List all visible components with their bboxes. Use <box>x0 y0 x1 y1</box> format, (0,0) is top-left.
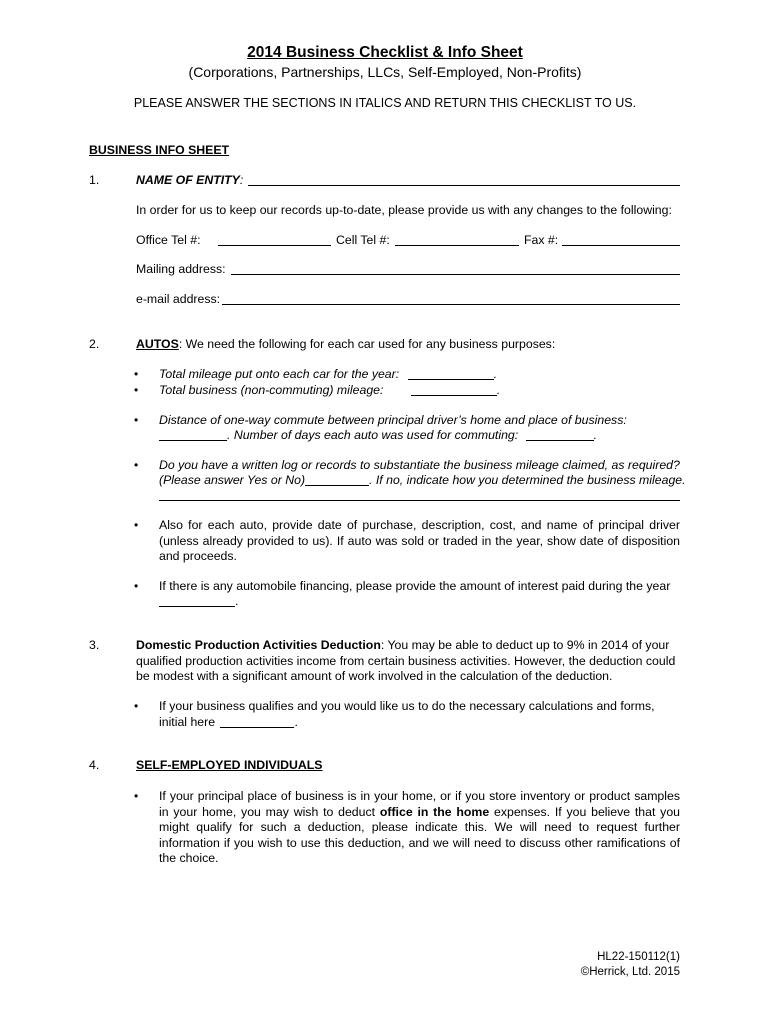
item-number-1: 1. <box>89 173 100 187</box>
item-number-3: 3. <box>89 638 100 652</box>
name-of-entity-field[interactable] <box>248 185 680 186</box>
home-office-text: If your principal place of business is in your home, or if you store inventory or product samples in your home, you may wish to deduct office in the home expenses. If you believe that you might qualify for such a deduction, please indicate this. We will need to request further information if you wish to use this deduction, and we will need to discuss other ramifications of the choice. <box>159 789 680 865</box>
bullet-glyph: • <box>134 789 139 803</box>
total-mileage-field[interactable] <box>408 367 494 380</box>
mileage-log-yes-no-field[interactable] <box>305 473 369 486</box>
bullet-glyph: • <box>134 413 139 427</box>
name-of-entity-label: NAME OF ENTITY: <box>136 173 244 187</box>
commute-distance-field[interactable] <box>159 428 227 441</box>
bullet-glyph: • <box>134 383 139 397</box>
email-address-label: e-mail address: <box>136 292 221 306</box>
cell-tel-field[interactable] <box>395 245 519 246</box>
bullet-glyph: • <box>134 579 139 593</box>
dpad-initial-field[interactable] <box>220 715 294 728</box>
bullet-glyph: • <box>134 458 139 472</box>
total-mileage-label: Total mileage put onto each car for the year: . <box>159 367 498 381</box>
business-mileage-field[interactable] <box>411 383 497 396</box>
auto-financing-text: If there is any automobile financing, please provide the amount of interest paid during the year <box>159 579 671 593</box>
copyright: ©Herrick, Ltd. 2015 <box>580 966 680 978</box>
mileage-log-answer-row: (Please answer Yes or No) . If no, indicate how you determined the business mileage. <box>159 473 686 487</box>
item-number-2: 2. <box>89 337 100 351</box>
commute-distance-label: Distance of one-way commute between principal driver’s home and place of business: <box>159 413 627 427</box>
auto-financing-row: . <box>159 594 238 608</box>
mailing-address-label: Mailing address: <box>136 262 226 276</box>
form-code: HL22-150112(1) <box>597 951 680 963</box>
fax-field[interactable] <box>562 245 680 246</box>
auto-interest-field[interactable] <box>159 594 235 607</box>
fax-label: Fax #: <box>524 233 559 247</box>
item-number-4: 4. <box>89 758 100 772</box>
instructions: PLEASE ANSWER THE SECTIONS IN ITALICS AND RETURN THIS CHECKLIST TO US. <box>133 96 637 110</box>
bullet-glyph: • <box>134 699 139 713</box>
dpad-initial-text: If your business qualifies and you would like us to do the necessary calculations and forms, initial here . <box>159 699 655 729</box>
mileage-log-question: Do you have a written log or records to substantiate the business mileage claimed, as required? <box>159 458 680 472</box>
cell-tel-label: Cell Tel #: <box>336 233 390 247</box>
mileage-method-field[interactable] <box>159 500 680 501</box>
mailing-address-field[interactable] <box>231 274 680 275</box>
document-title: 2014 Business Checklist & Info Sheet <box>247 44 523 61</box>
office-tel-label: Office Tel #: <box>136 233 201 247</box>
auto-purchase-details-text: Also for each auto, provide date of purchase, description, cost, and name of principal driver (unless already provided to us). If auto was sold or traded in the year, show date of disposition and proceeds. <box>159 518 680 563</box>
commute-days-field[interactable] <box>526 428 594 441</box>
business-mileage-label: Total business (non-commuting) mileage: . <box>159 383 501 397</box>
section-heading: BUSINESS INFO SHEET <box>89 143 230 157</box>
commute-days-label: . Number of days each auto was used for commuting: . <box>159 428 597 442</box>
autos-intro: AUTOS: We need the following for each car used for any business purposes: <box>136 337 556 351</box>
update-records-intro: In order for us to keep our records up-to-date, please provide us with any changes to the following: <box>136 203 672 217</box>
dpad-text: Domestic Production Activities Deduction: You may be able to deduct up to 9% in 2014 of your qualified production activities income from certain business activities. However, the deduction could be modest with a significant amount of work involved in the calculation of the deduction. <box>136 638 676 683</box>
bullet-glyph: • <box>134 367 139 381</box>
self-employed-heading: SELF-EMPLOYED INDIVIDUALS <box>136 758 323 772</box>
document-subtitle: (Corporations, Partnerships, LLCs, Self-Employed, Non-Profits) <box>188 64 582 80</box>
bullet-glyph: • <box>134 518 139 532</box>
office-tel-field[interactable] <box>218 245 331 246</box>
email-address-field[interactable] <box>222 304 680 305</box>
